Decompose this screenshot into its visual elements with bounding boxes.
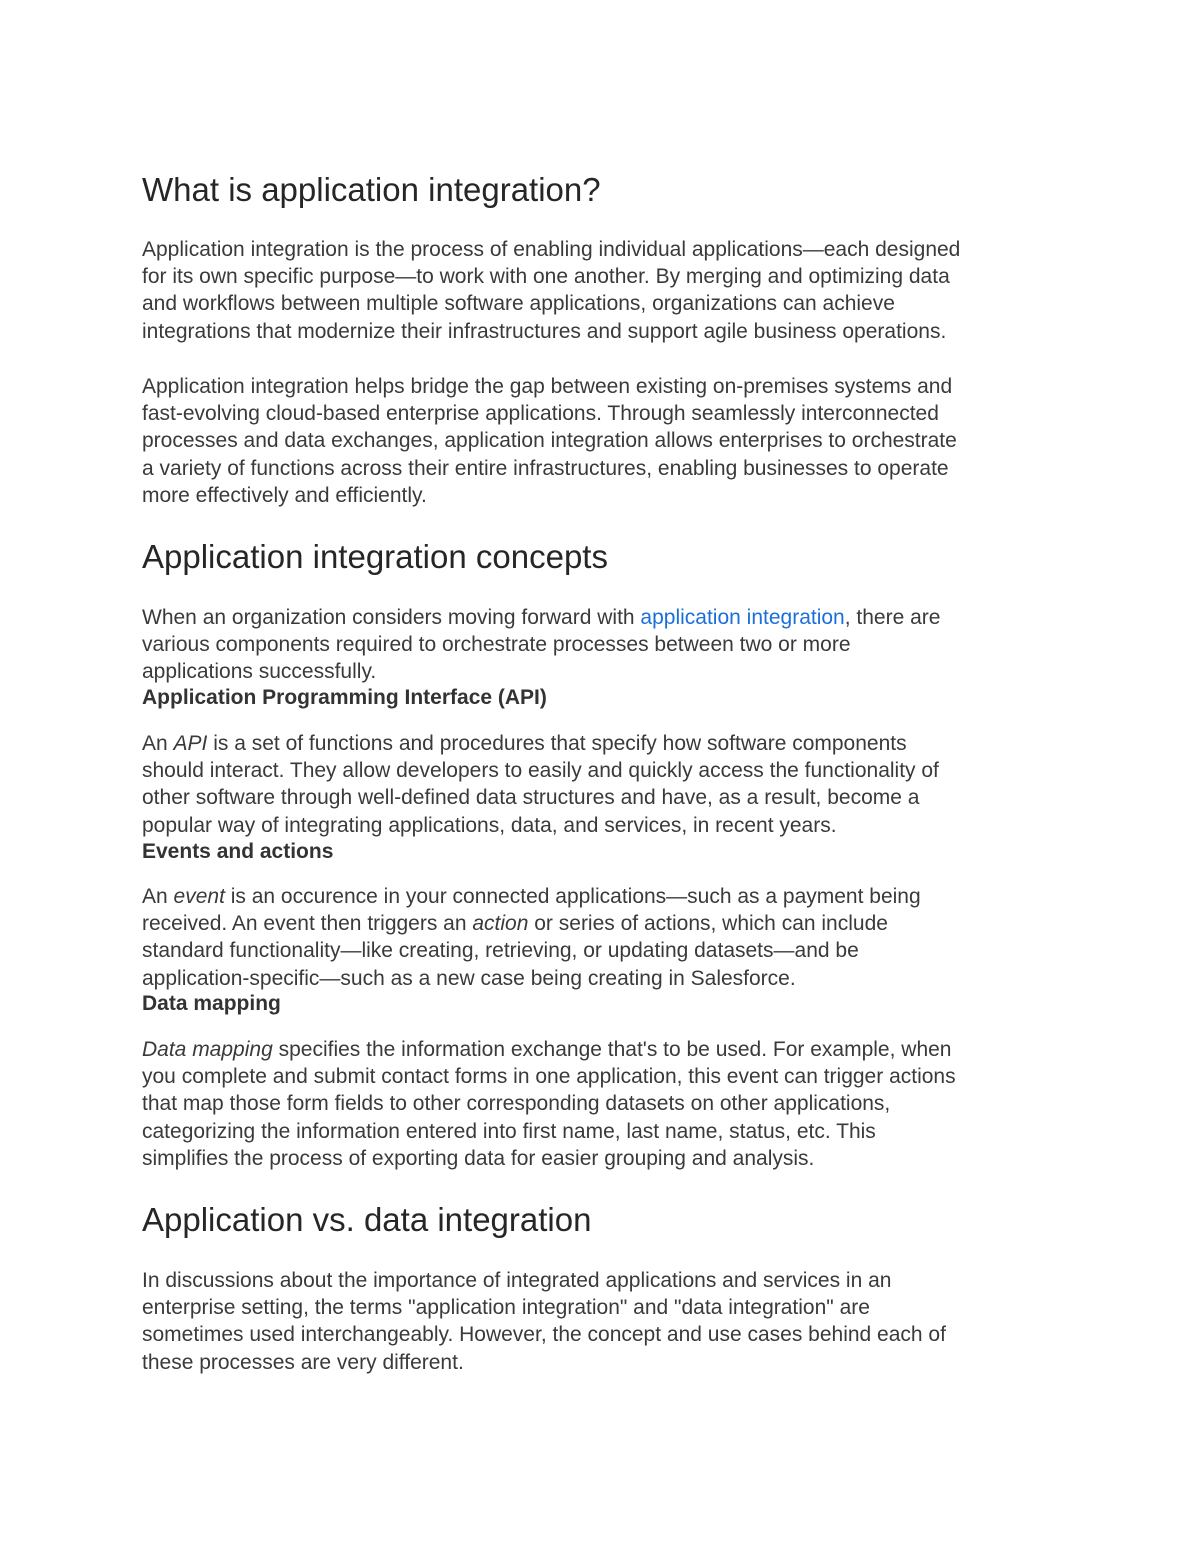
text-line: a variety of functions across their entire infrastructures, enabling businesses to operate: [142, 456, 949, 480]
text-line: various components required to orchestrate processes between two or more: [142, 633, 851, 657]
text-line: fast-evolving cloud-based enterprise applications. Through seamlessly interconnected: [142, 402, 939, 426]
paragraph-api: [142, 730, 939, 839]
text-line: these processes are very different.: [142, 1350, 464, 1374]
text-line: simplifies the process of exporting data for easier grouping and analysis.: [142, 1146, 815, 1170]
text-line: other software through well-defined data structures and have, as a result, become a: [142, 786, 920, 810]
text-line: Application integration is the process of enabling individual applications—each designed: [142, 238, 961, 261]
text-line: that map those form fields to other corresponding datasets on other applications,: [142, 1092, 891, 1116]
text-fragment: An: [142, 732, 174, 755]
text-line: [142, 883, 921, 910]
text-line: processes and data exchanges, application integration allows enterprises to orchestrate: [142, 429, 957, 453]
text-fragment: When an organization considers moving forward with: [142, 606, 641, 629]
text-fragment: or series of actions, which can include: [528, 912, 888, 936]
text-line: enterprise setting, the terms "application integration" and "data integration" are: [142, 1296, 870, 1320]
paragraph-app-vs-data: [142, 1267, 946, 1376]
subheading-api: Application Programming Interface (API): [142, 686, 547, 709]
heading-application-integration-concepts: Application integration concepts: [142, 538, 608, 575]
text-line: should interact. They allow developers to easily and quickly access the functionality of: [142, 759, 939, 783]
emphasis-term: API: [173, 732, 208, 755]
text-fragment: specifies the information exchange that's to be used. For example, when: [272, 1038, 952, 1061]
paragraph-definition: [142, 236, 960, 345]
text-line: application-specific—such as a new case being creating in Salesforce.: [142, 966, 796, 990]
text-line: [142, 1036, 956, 1063]
text-fragment: received. An event then triggers an: [142, 912, 473, 936]
text-line: more effectively and efficiently.: [142, 483, 427, 507]
text-line: applications successfully.: [142, 660, 377, 684]
text-fragment: is an occurence in your connected applications—such as a payment being: [224, 885, 921, 908]
text-line: In discussions about the importance of integrated applications and services in an: [142, 1269, 892, 1292]
text-fragment: An: [142, 885, 174, 908]
paragraph-events: [142, 883, 921, 992]
text-line: you complete and submit contact forms in one application, this event can trigger actions: [142, 1065, 956, 1089]
text-line: for its own specific purpose—to work with one another. By merging and optimizing data: [142, 265, 950, 289]
subheading-data-mapping: Data mapping: [142, 992, 281, 1015]
text-line: categorizing the information entered into first name, last name, status, etc. This: [142, 1119, 876, 1143]
text-line: popular way of integrating applications, data, and services, in recent years.: [142, 813, 837, 837]
emphasis-term: Data mapping: [142, 1038, 273, 1061]
text-line: [142, 604, 940, 631]
heading-application-vs-data-integration: Application vs. data integration: [142, 1201, 592, 1238]
text-line: sometimes used interchangeably. However, the concept and use cases behind each of: [142, 1323, 946, 1347]
text-line: [142, 730, 939, 757]
text-fragment: , there are: [844, 606, 941, 629]
subheading-events-and-actions: Events and actions: [142, 840, 334, 863]
text-fragment: is a set of functions and procedures that specify how software components: [207, 732, 907, 755]
text-line: Application integration helps bridge the gap between existing on-premises systems and: [142, 375, 953, 398]
paragraph-concepts-intro: [142, 604, 940, 686]
paragraph-bridge-gap: [142, 373, 957, 509]
emphasis-term: event: [173, 885, 225, 908]
emphasis-term: action: [472, 912, 529, 936]
text-line: standard functionality—like creating, retrieving, or updating datasets—and be: [142, 939, 859, 963]
text-line: [142, 910, 921, 937]
text-line: integrations that modernize their infrastructures and support agile business operations.: [142, 319, 947, 343]
application-integration-link[interactable]: application integration: [640, 606, 845, 629]
heading-what-is-application-integration: What is application integration?: [142, 171, 601, 208]
paragraph-data-mapping: [142, 1036, 956, 1172]
text-line: and workflows between multiple software applications, organizations can achieve: [142, 292, 895, 316]
